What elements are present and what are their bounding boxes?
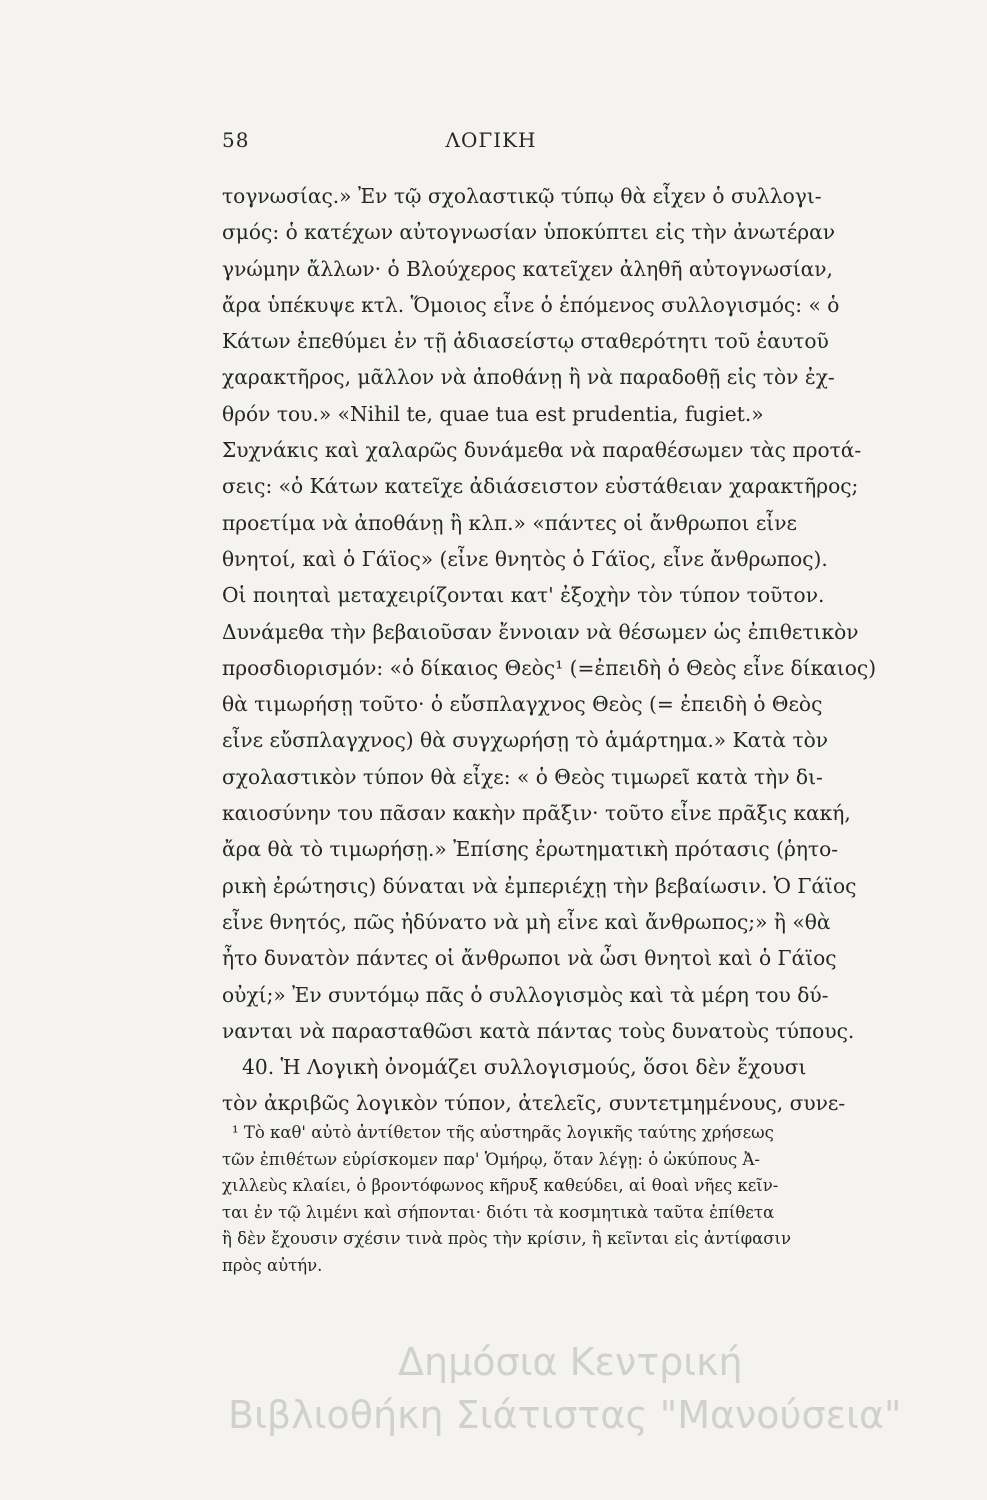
running-title: ΛΟΓΙΚΗ [445, 128, 537, 152]
text-line: Οἱ ποιηταὶ μεταχειρίζονται κατ' ἐξοχὴν τὸν τύπον τοῦτον. [222, 583, 825, 608]
text-line: εἶνε θνητός, πῶς ἠδύνατο νὰ μὴ εἶνε καὶ ἄνθρωπος;» ἢ «θὰ [222, 909, 831, 934]
text-line: προσδιορισμόν: «ὁ δίκαιος Θεὸς¹ (=ἐπειδὴ ὁ Θεὸς εἶνε δίκαιος) [222, 655, 877, 680]
footnote-line: τῶν ἐπιθέτων εὑρίσκομεν παρ' Ὁμήρῳ, ὅταν λέγῃ: ὁ ὠκύπους Ἀ- [222, 1149, 760, 1169]
text-line: Κάτων ἐπεθύμει ἐν τῇ ἀδιασείστῳ σταθερότητι τοῦ ἑαυτοῦ [222, 329, 829, 354]
footnote-line: ¹ Τὸ καθ' αὐτὸ ἀντίθετον τῆς αὐστηρᾶς λογικῆς ταύτης χρήσεως [232, 1123, 774, 1142]
library-watermark-line2: Βιβλιοθήκη Σιάτιστας "Μανούσεια" [228, 1393, 902, 1437]
text-line: θνητοί, καὶ ὁ Γάϊος» (εἶνε θνητὸς ὁ Γάϊος, εἶνε ἄνθρωπος). [222, 546, 828, 571]
text-line: σχολαστικὸν τύπον θὰ εἶχε: « ὁ Θεὸς τιμωρεῖ κατὰ τὴν δι- [222, 764, 823, 789]
text-line: σεις: «ὁ Κάτων κατεῖχε ἀδιάσειστον εὐστάθειαν χαρακτῆρος; [222, 474, 859, 499]
text-line: ἦτο δυνατὸν πάντες οἱ ἄνθρωποι νὰ ὦσι θνητοὶ καὶ ὁ Γάϊος [222, 946, 837, 971]
text-line: ρικὴ ἐρώτησις) δύναται νὰ ἐμπεριέχῃ τὴν βεβαίωσιν. Ὁ Γάϊος [222, 873, 857, 898]
text-line: θρόν του.» «Nihil te, quae tua est prudentia, fugiet.» [222, 401, 764, 426]
text-line: Δυνάμεθα τὴν βεβαιοῦσαν ἔννοιαν νὰ θέσωμεν ὡς ἐπιθετικὸν [222, 619, 859, 644]
text-line: ἄρα θὰ τὸ τιμωρήσῃ.» Ἐπίσης ἐρωτηματικὴ πρότασις (ῥητο- [222, 837, 839, 862]
text-line: τογνωσίας.» Ἐν τῷ σχολαστικῷ τύπῳ θὰ εἶχεν ὁ συλλογι- [222, 184, 822, 208]
section-40-line: 40. Ἡ Λογικὴ ὀνομάζει συλλογισμούς, ὅσοι δὲν ἔχουσι [242, 1055, 807, 1080]
library-watermark-line1: Δημόσια Κεντρική [398, 1340, 743, 1384]
text-line: οὐχί;» Ἐν συντόμῳ πᾶς ὁ συλλογισμὸς καὶ τὰ μέρη του δύ- [222, 982, 829, 1007]
page-header [222, 128, 760, 158]
body-text [222, 178, 877, 1122]
text-line: θὰ τιμωρήσῃ τοῦτο· ὁ εὔσπλαγχνος Θεὸς (= ἐπειδὴ ὁ Θεὸς [222, 692, 823, 717]
text-line: χαρακτῆρος, μᾶλλον νὰ ἀποθάνῃ ἢ νὰ παραδοθῇ εἰς τὸν ἐχ- [222, 365, 835, 390]
text-line: ἄρα ὑπέκυψε κτλ. Ὅμοιος εἶνε ὁ ἑπόμενος συλλογισμός: « ὁ [222, 292, 840, 317]
text-line: νανται νὰ παρασταθῶσι κατὰ πάντας τοὺς δυνατοὺς τύπους. [222, 1018, 855, 1043]
footnote [222, 1120, 792, 1279]
text-line: Συχνάκις καὶ χαλαρῶς δυνάμεθα νὰ παραθέσωμεν τὰς προτά- [222, 438, 862, 463]
footnote-line: ἢ δὲν ἔχουσιν σχέσιν τινὰ πρὸς τὴν κρίσιν, ἢ κεῖνται εἰς ἀντίφασιν [222, 1229, 792, 1248]
text-line: γνώμην ἄλλων· ὁ Βλούχερος κατεῖχεν ἀληθῆ αὐτογνωσίαν, [222, 256, 833, 281]
text-line: προετίμα νὰ ἀποθάνῃ ἢ κλπ.» «πάντες οἱ ἄνθρωποι εἶνε [222, 510, 797, 535]
footnote-line: πρὸς αὐτήν. [222, 1255, 323, 1275]
text-line: τὸν ἀκριβῶς λογικὸν τύπον, ἀτελεῖς, συντετμημένους, συνε- [222, 1091, 846, 1116]
footnote-line: ται ἐν τῷ λιμένι καὶ σήπονται· διότι τὰ κοσμητικὰ ταῦτα ἐπίθετα [222, 1202, 775, 1222]
text-line: σμός: ὁ κατέχων αὐτογνωσίαν ὑποκύπτει εἰς τὴν ἀνωτέραν [222, 220, 836, 245]
footnote-line: χιλλεὺς κλαίει, ὁ βροντόφωνος κῆρυξ καθεύδει, αἱ θοαὶ νῆες κεῖν- [222, 1176, 779, 1195]
text-line: καιοσύνην του πᾶσαν κακὴν πρᾶξιν· τοῦτο εἶνε πρᾶξις κακή, [222, 801, 851, 826]
text-line: εἶνε εὔσπλαγχνος) θὰ συγχωρήσῃ τὸ ἁμάρτημα.» Κατὰ τὸν [222, 728, 829, 753]
page-number: 58 [222, 128, 250, 152]
